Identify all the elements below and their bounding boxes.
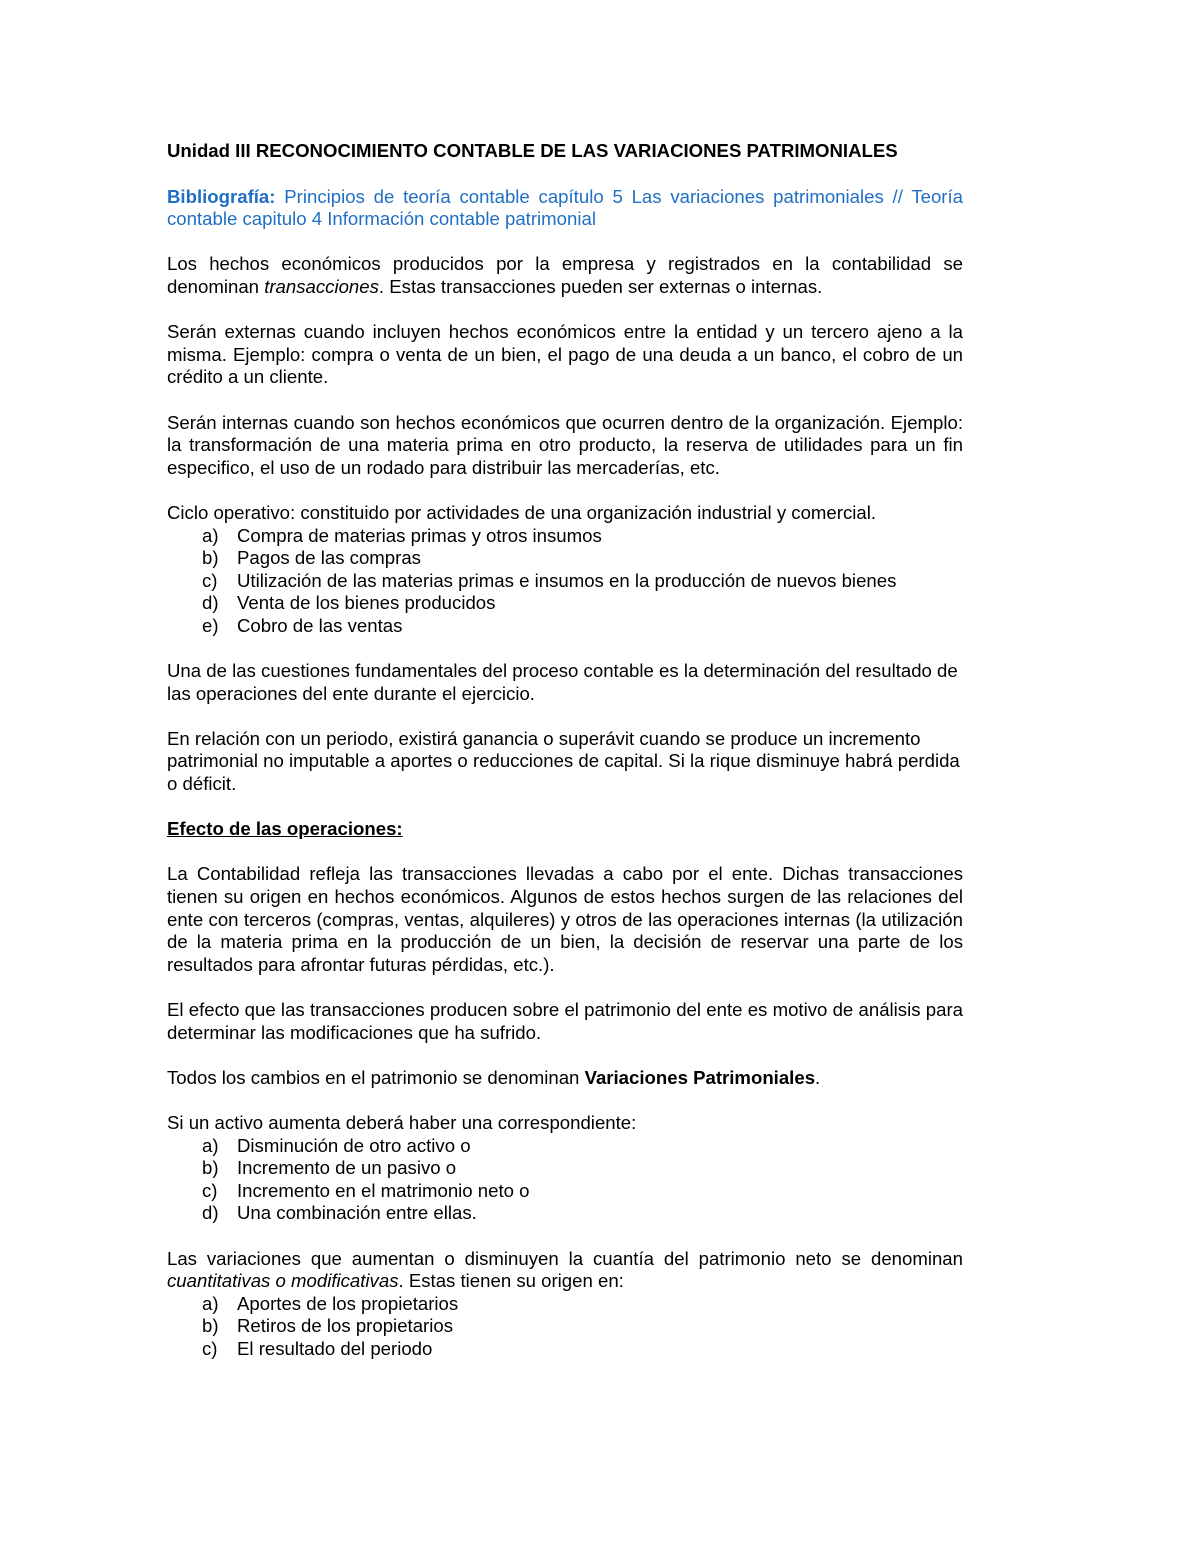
- list-item-text: Retiros de los propietarios: [237, 1315, 453, 1337]
- list-item: [167, 592, 963, 615]
- variations-term: cuantitativas o modificativas: [167, 1270, 399, 1292]
- variations-text-before: Las variaciones que aumentan o disminuyen la cuantía del patrimonio neto se denominan: [167, 1247, 963, 1269]
- list-marker: a): [202, 1292, 219, 1314]
- bibliography-text: Principios de teoría contable capítulo 5 Las variaciones patrimoniales // Teoría contable capitulo 4 Información contable patrimonial: [167, 185, 963, 230]
- list-marker: b): [202, 1157, 219, 1179]
- list-item: [167, 1202, 963, 1225]
- bibliography-paragraph: [167, 186, 963, 231]
- list-marker: a): [202, 524, 219, 546]
- list-item: [167, 1293, 963, 1316]
- asset-intro: Si un activo aumenta deberá haber una correspondiente:: [167, 1111, 637, 1133]
- list-marker: c): [202, 569, 218, 591]
- list-marker: e): [202, 614, 219, 636]
- list-item: [167, 525, 963, 548]
- list-item-text: Venta de los bienes producidos: [237, 592, 496, 614]
- cycle-intro: Ciclo operativo: constituido por actividades de una organización industrial y comercial.: [167, 501, 877, 523]
- fundamental-questions-paragraph: Una de las cuestiones fundamentales del proceso contable es la determinación del resultado de las operaciones del ente durante el ejercicio.: [167, 660, 958, 704]
- bibliography-label: Bibliografía:: [167, 185, 276, 207]
- list-marker: b): [202, 547, 219, 569]
- list-item-text: Compra de materias primas y otros insumos: [237, 524, 602, 546]
- variations-list: [167, 1293, 963, 1361]
- list-item-text: Incremento en el matrimonio neto o: [237, 1179, 530, 1201]
- variations-text-after: . Estas tienen su origen en:: [398, 1270, 624, 1292]
- transactions-text-before: Los hechos económicos producidos por la empresa y registrados en la contabilidad se denominan: [167, 253, 963, 297]
- changes-term: Variaciones Patrimoniales: [584, 1066, 816, 1088]
- list-marker: c): [202, 1179, 218, 1201]
- external-paragraph: Serán externas cuando incluyen hechos económicos entre la entidad y un tercero ajeno a la misma. Ejemplo: compra o venta de un bien, el pago de una deuda a un banco, el cobro de un crédito a un cliente.: [167, 321, 963, 388]
- variations-paragraph: [167, 1248, 963, 1293]
- changes-text-after: .: [815, 1066, 821, 1088]
- list-marker: d): [202, 592, 219, 614]
- changes-paragraph: [167, 1067, 963, 1090]
- list-item-text: El resultado del periodo: [237, 1337, 433, 1359]
- list-marker: b): [202, 1315, 219, 1337]
- list-item: [167, 570, 963, 593]
- changes-text-before: Todos los cambios en el patrimonio se denominan: [167, 1066, 585, 1088]
- period-paragraph: En relación con un periodo, existirá ganancia o superávit cuando se produce un incremento patrimonial no imputable a aportes o reducciones de capital. Si la rique disminuye habrá perdida o déficit.: [167, 727, 960, 795]
- list-item-text: Utilización de las materias primas e insumos en la producción de nuevos bienes: [237, 569, 897, 591]
- list-item-text: Aportes de los propietarios: [237, 1292, 459, 1314]
- list-item: [167, 615, 963, 638]
- list-marker: c): [202, 1337, 218, 1359]
- document-page: [167, 140, 963, 1383]
- list-item: [167, 1315, 963, 1338]
- cycle-list: [167, 525, 963, 638]
- document-title: Unidad III RECONOCIMIENTO CONTABLE DE LAS VARIACIONES PATRIMONIALES: [167, 140, 898, 161]
- internal-paragraph: Serán internas cuando son hechos económicos que ocurren dentro de la organización. Ejemplo: la transformación de una materia prima en otro producto, la reserva de utilidades para un fin especifico, el uso de un rodado para distribuir las mercaderías, etc.: [167, 411, 963, 478]
- list-marker: d): [202, 1202, 219, 1224]
- list-item: [167, 1338, 963, 1361]
- list-marker: a): [202, 1134, 219, 1156]
- list-item: [167, 1157, 963, 1180]
- list-item-text: Disminución de otro activo o: [237, 1134, 471, 1156]
- list-item-text: Incremento de un pasivo o: [237, 1157, 457, 1179]
- list-item: [167, 1135, 963, 1158]
- list-item-text: Una combinación entre ellas.: [237, 1202, 477, 1224]
- accounting-paragraph: La Contabilidad refleja las transacciones llevadas a cabo por el ente. Dichas transacciones tienen su origen en hechos económicos. Algunos de estos hechos surgen de las relaciones del ente con terceros (compras, ventas, alquileres) y otros de las operaciones internas (la utilización de la materia prima en la producción de un bien, la decisión de reservar una parte de los resultados para afrontar futuras pérdidas, etc.).: [167, 863, 963, 975]
- list-item: [167, 1180, 963, 1203]
- transactions-text-after: . Estas transacciones pueden ser externas o internas.: [378, 275, 823, 297]
- transactions-paragraph: [167, 253, 963, 298]
- effect-paragraph: El efecto que las transacciones producen sobre el patrimonio del ente es motivo de análisis para determinar las modificaciones que ha sufrido.: [167, 998, 963, 1043]
- list-item-text: Cobro de las ventas: [237, 614, 403, 636]
- section-heading-efecto: Efecto de las operaciones:: [167, 818, 403, 840]
- asset-list: [167, 1135, 963, 1225]
- list-item: [167, 547, 963, 570]
- list-item-text: Pagos de las compras: [237, 547, 421, 569]
- transactions-term: transacciones: [264, 275, 379, 297]
